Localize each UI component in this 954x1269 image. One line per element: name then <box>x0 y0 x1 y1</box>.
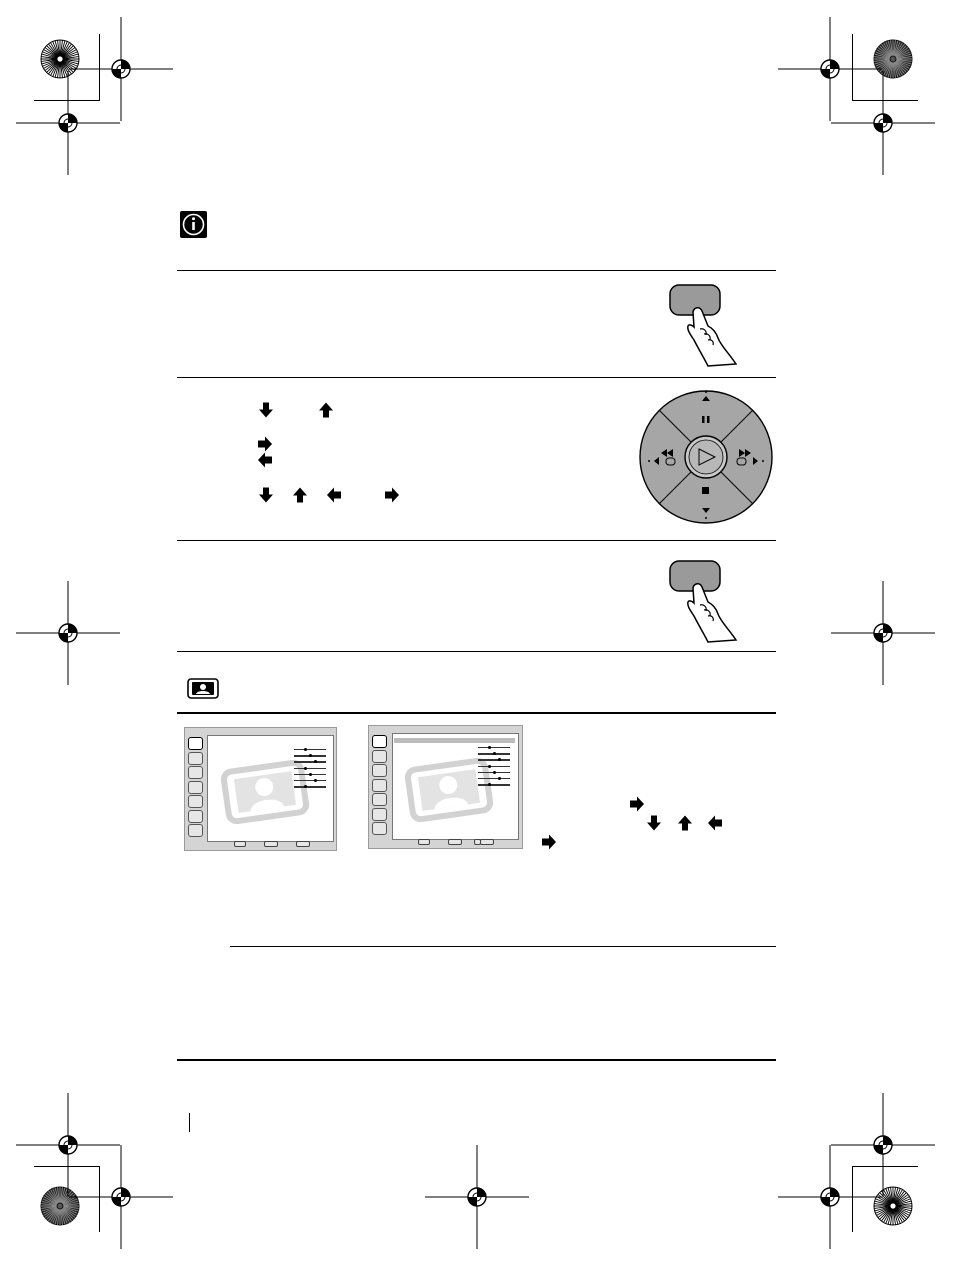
menu-slider <box>294 768 326 769</box>
remote-button-pressed-icon[interactable] <box>660 282 742 368</box>
menu-category-icon <box>188 752 203 765</box>
arrow-down-icon <box>259 402 273 418</box>
divider <box>177 712 776 714</box>
picture-menu-icon <box>372 735 387 748</box>
footer-button <box>448 839 462 845</box>
footer-button <box>264 841 278 847</box>
divider <box>230 946 776 947</box>
registration-crosshair-icon <box>831 581 935 685</box>
divider <box>177 1059 776 1061</box>
divider <box>177 651 776 652</box>
registration-crosshair-icon <box>831 1093 935 1197</box>
menu-slider-knob <box>498 777 501 780</box>
menu-slider-knob <box>309 773 312 776</box>
crop-mark <box>852 1166 918 1167</box>
arrow-right-icon <box>542 834 556 850</box>
registration-crosshair-icon <box>16 1093 120 1197</box>
menu-category-icon <box>188 810 203 823</box>
menu-slider <box>478 778 510 779</box>
menu-slider <box>478 784 510 785</box>
arrow-down-icon <box>259 487 273 503</box>
registration-crosshair-icon <box>831 71 935 175</box>
arrow-right-icon <box>258 436 272 452</box>
joystick-control-icon[interactable] <box>637 387 775 527</box>
arrow-left-icon <box>327 487 341 503</box>
menu-slider <box>478 759 510 760</box>
menu-category-icon <box>372 750 387 763</box>
arrow-left-icon <box>708 815 722 831</box>
menu-category-icon <box>188 781 203 794</box>
registration-crosshair-icon <box>425 1145 529 1249</box>
menu-slider-knob <box>488 746 491 749</box>
page-number-marker <box>189 1113 190 1132</box>
crop-mark <box>99 1166 100 1232</box>
picture-menu-icon <box>187 678 219 699</box>
arrow-up-icon <box>678 815 692 831</box>
menu-slider-knob <box>304 767 307 770</box>
arrow-down-icon <box>647 815 661 831</box>
registration-crosshair-icon <box>16 71 120 175</box>
arrow-up-icon <box>319 402 333 418</box>
crop-mark <box>34 100 100 101</box>
menu-category-icon <box>372 779 387 792</box>
arrow-right-icon <box>630 796 644 812</box>
menu-slider-knob <box>493 771 496 774</box>
menu-category-icon <box>372 764 387 777</box>
menu-slider <box>478 747 510 748</box>
crop-mark <box>852 1166 853 1232</box>
crop-mark <box>34 1166 100 1167</box>
crop-mark <box>99 34 100 100</box>
footer-nav-icon <box>418 839 430 845</box>
divider <box>177 270 776 271</box>
menu-slider <box>294 761 326 762</box>
menu-category-icon <box>372 822 387 835</box>
menu-category-icon <box>372 808 387 821</box>
menu-slider-knob <box>314 779 317 782</box>
picture-menu-icon <box>188 737 203 750</box>
remote-button-pressed-icon[interactable] <box>660 558 742 644</box>
footer-button <box>296 841 310 847</box>
menu-selection-bar <box>394 738 515 743</box>
footer-nav-icon <box>234 841 246 847</box>
info-icon <box>180 211 207 238</box>
registration-crosshair-icon <box>16 581 120 685</box>
menu-category-icon <box>188 766 203 779</box>
menu-category-icon <box>188 824 203 837</box>
arrow-up-icon <box>293 487 307 503</box>
menu-category-icon <box>372 793 387 806</box>
divider <box>177 377 776 378</box>
crop-mark <box>852 34 853 100</box>
menu-category-icon <box>188 795 203 808</box>
arrow-left-icon <box>258 452 272 468</box>
divider <box>177 540 776 541</box>
menu-slider-knob <box>304 748 307 751</box>
arrow-right-icon <box>385 487 399 503</box>
menu-slider <box>478 766 510 767</box>
footer-button <box>480 839 494 845</box>
menu-slider-knob <box>488 765 491 768</box>
crop-mark <box>852 100 918 101</box>
footer-nav-icon <box>474 839 481 845</box>
menu-slider <box>294 780 326 781</box>
menu-slider <box>294 786 326 787</box>
menu-slider <box>294 749 326 750</box>
